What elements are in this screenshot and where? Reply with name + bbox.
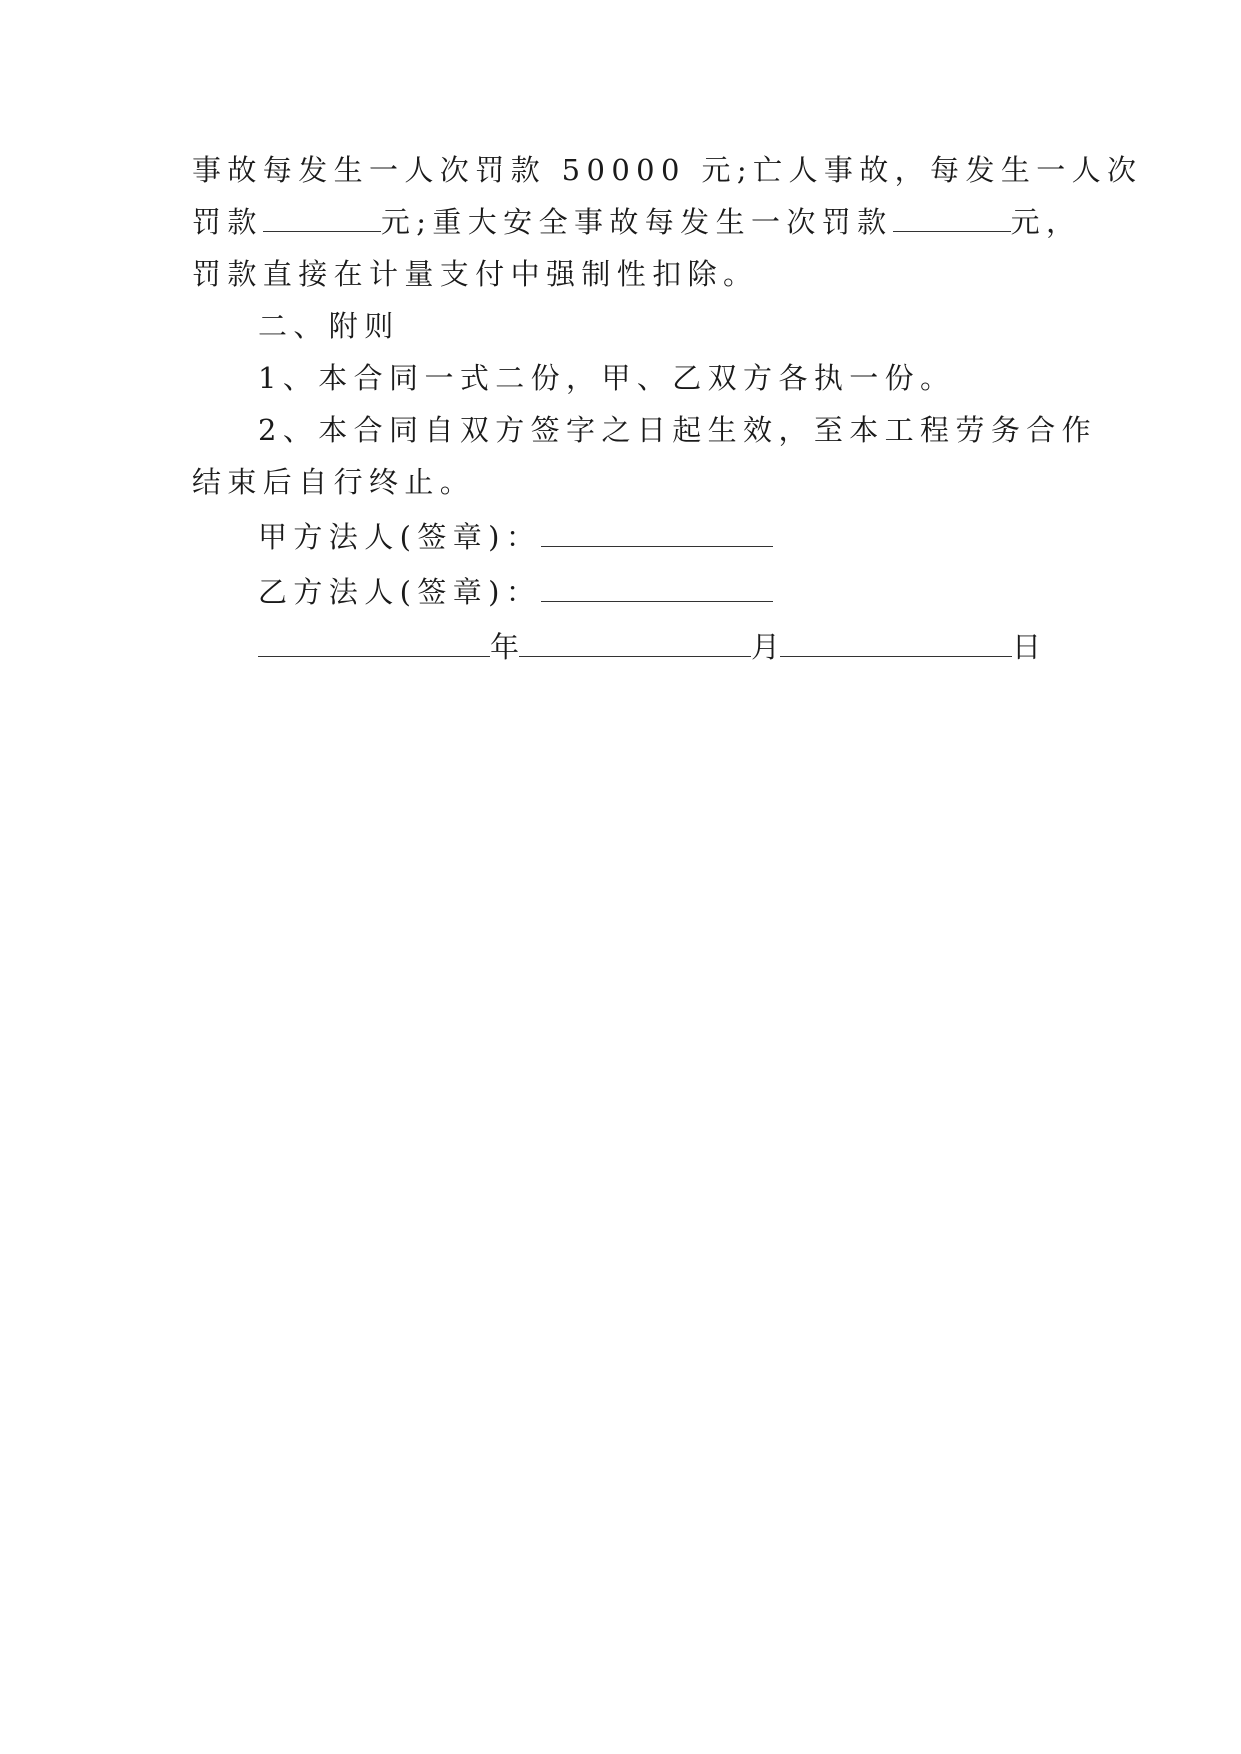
- month-blank: [519, 630, 751, 657]
- day-label: 日: [1012, 630, 1042, 664]
- year-blank: [258, 630, 490, 657]
- clause-2-line-2: 结束后自行终止。: [192, 465, 476, 499]
- day-blank: [780, 630, 1012, 657]
- paragraph-1-line-3: 罚款直接在计量支付中强制性扣除。: [192, 257, 759, 291]
- fine-amount-blank: [263, 205, 381, 232]
- fine-label: 罚款: [192, 205, 263, 239]
- date-line: [258, 627, 1041, 667]
- clause-2-line-1: 2、本合同自双方签字之日起生效，至本工程劳务合作: [258, 413, 1098, 447]
- party-a-label: 甲方法人(签章)：: [258, 520, 542, 554]
- paragraph-1-line-1: 事故每发生一人次罚款 50000 元;亡人事故，每发生一人次: [192, 153, 1143, 187]
- party-b-label: 乙方法人(签章)：: [258, 575, 542, 609]
- section-heading: 二、附则: [258, 309, 400, 343]
- yuan-suffix: 元，: [1010, 205, 1082, 239]
- serious-accident-text: 元;重大安全事故每发生一次罚款: [380, 205, 893, 239]
- party-a-signature-blank: [541, 520, 773, 547]
- paragraph-1-line-2: [192, 202, 1081, 242]
- party-a-signature: [258, 517, 773, 557]
- serious-fine-blank: [893, 205, 1011, 232]
- month-label: 月: [751, 630, 781, 664]
- year-label: 年: [490, 630, 520, 664]
- clause-1: 1、本合同一式二份，甲、乙双方各执一份。: [258, 361, 956, 395]
- party-b-signature-blank: [541, 575, 773, 602]
- party-b-signature: [258, 572, 773, 612]
